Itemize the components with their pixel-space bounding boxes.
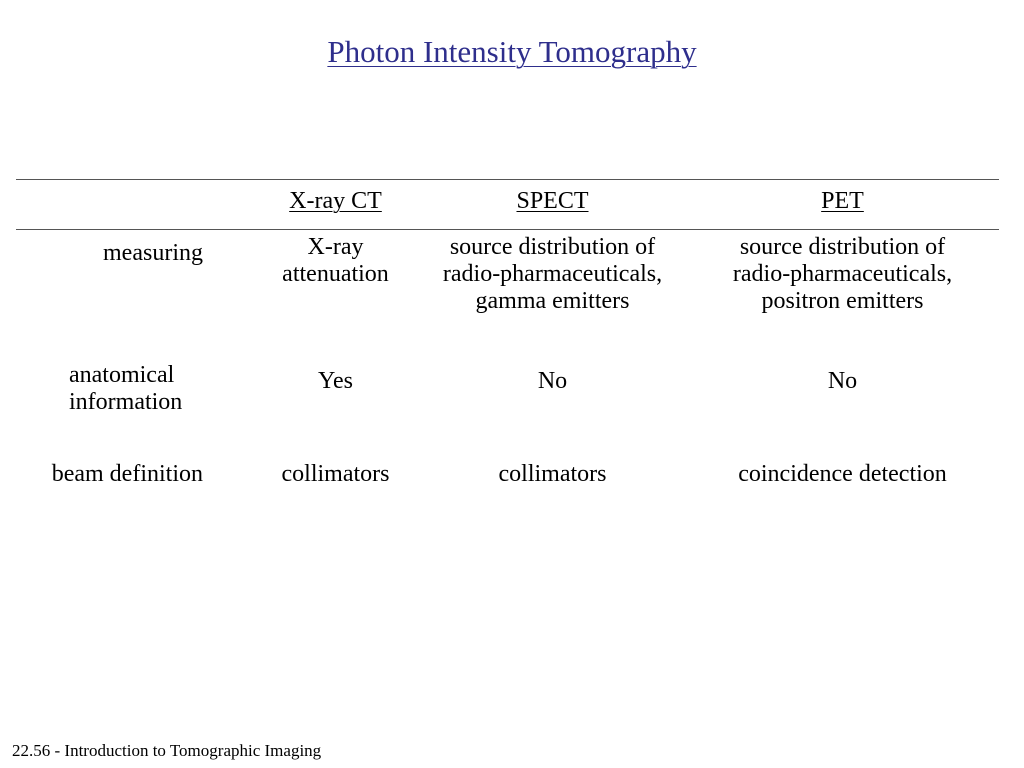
cell-line: X-ray <box>307 234 364 260</box>
row-label-line: anatomical <box>69 362 175 388</box>
table-cell <box>700 234 985 315</box>
table-header-rule <box>16 229 999 230</box>
slide-title: Photon Intensity Tomography <box>327 34 697 69</box>
table-cell <box>258 461 413 488</box>
row-label-line: information <box>69 389 183 415</box>
column-header-spect: SPECT <box>516 188 589 214</box>
cell-line: gamma emitters <box>475 288 630 314</box>
cell-line: radio-pharmaceuticals, <box>732 261 953 287</box>
table-cell <box>415 368 690 395</box>
row-label-anatomical-information <box>69 362 209 416</box>
column-header-pet: PET <box>821 188 864 214</box>
cell-line: No <box>537 368 568 394</box>
table-top-rule <box>16 179 999 180</box>
cell-line: coincidence detection <box>738 461 947 487</box>
cell-line: collimators <box>498 461 607 487</box>
cell-line: radio-pharmaceuticals, <box>442 261 663 287</box>
cell-line: source distribution of <box>449 234 656 260</box>
table-cell <box>258 234 413 288</box>
cell-line: attenuation <box>282 261 389 287</box>
cell-line: Yes <box>318 368 353 394</box>
row-label-measuring <box>0 240 203 267</box>
table-cell <box>415 461 690 488</box>
cell-line: source distribution of <box>739 234 946 260</box>
row-label-line: measuring <box>103 240 203 266</box>
table-cell <box>415 234 690 315</box>
cell-line: positron emitters <box>761 288 924 314</box>
slide-footer: 22.56 - Introduction to Tomographic Imaging <box>12 741 322 760</box>
column-header-xray-ct: X-ray CT <box>289 188 382 214</box>
row-label-beam-definition <box>0 461 203 488</box>
cell-line: No <box>827 368 858 394</box>
table-cell <box>700 461 985 488</box>
cell-line: collimators <box>281 461 390 487</box>
table-cell <box>258 368 413 395</box>
table-cell <box>700 368 985 395</box>
row-label-line: beam definition <box>51 461 203 487</box>
